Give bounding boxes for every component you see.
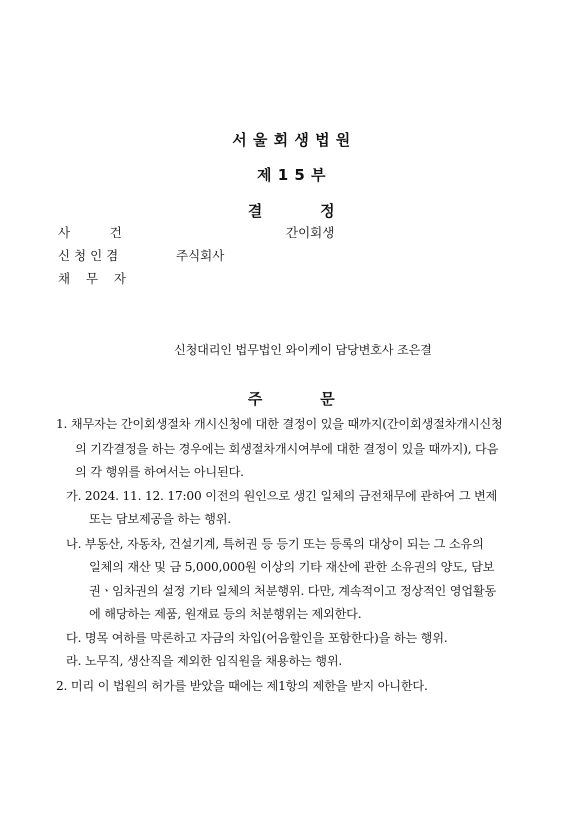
order-line: 의 기각결정을 하는 경우에는 회생절차개시여부에 대한 결정이 있을 때까지), 다음 <box>75 442 499 456</box>
order-heading: 주 문 <box>247 390 336 408</box>
order-line: 라. 노무직, 생산직을 제외한 임직원을 채용하는 행위. <box>66 654 343 668</box>
order-line: 나. 부동산, 자동차, 건설기계, 특허권 등 등기 또는 등록의 대상이 되는 그 소유의 <box>66 537 484 551</box>
order-line: 2. 미리 이 법원의 허가를 받았을 때에는 제1항의 제한을 받지 아니한다. <box>56 679 428 693</box>
document-type: 결 정 <box>247 202 336 220</box>
division-name: 제 1 5 부 <box>256 166 327 184</box>
applicant-label: 신 청 인 겸 <box>58 248 119 263</box>
order-line: 에 해당하는 제품, 원재료 등의 처분행위는 제외한다. <box>89 607 362 621</box>
court-name: 서 울 회 생 법 원 <box>232 131 351 149</box>
order-line: 의 각 행위를 하여서는 아니된다. <box>75 465 244 479</box>
order-line: 또는 담보제공을 하는 행위. <box>89 512 232 526</box>
debtor-label: 채 무 자 <box>58 271 127 286</box>
order-line: 권ㆍ임차권의 설정 기타 일체의 처분행위. 다만, 계속적이고 정상적인 영업활동 <box>89 584 497 598</box>
order-line: 일체의 재산 및 금 5,000,000원 이상의 기타 재산에 관한 소유권의 양도, 담보 <box>89 560 495 574</box>
applicant-value: 주식회사 <box>176 248 225 263</box>
order-line: 다. 명목 여하를 막론하고 자금의 차입(어음할인을 포함한다)을 하는 행위. <box>66 631 448 645</box>
order-line: 가. 2024. 11. 12. 17:00 이전의 원인으로 생긴 일체의 금전채무에 관하여 그 변제 <box>66 489 498 503</box>
case-label: 사 건 <box>58 225 122 240</box>
order-line: 1. 채무자는 간이회생절차 개시신청에 대한 결정이 있을 때까지(간이회생절차개시신청 <box>56 417 503 431</box>
case-value: 간이회생 <box>286 225 335 240</box>
agent-line: 신청대리인 법무법인 와이케이 담당변호사 조은결 <box>174 343 432 357</box>
